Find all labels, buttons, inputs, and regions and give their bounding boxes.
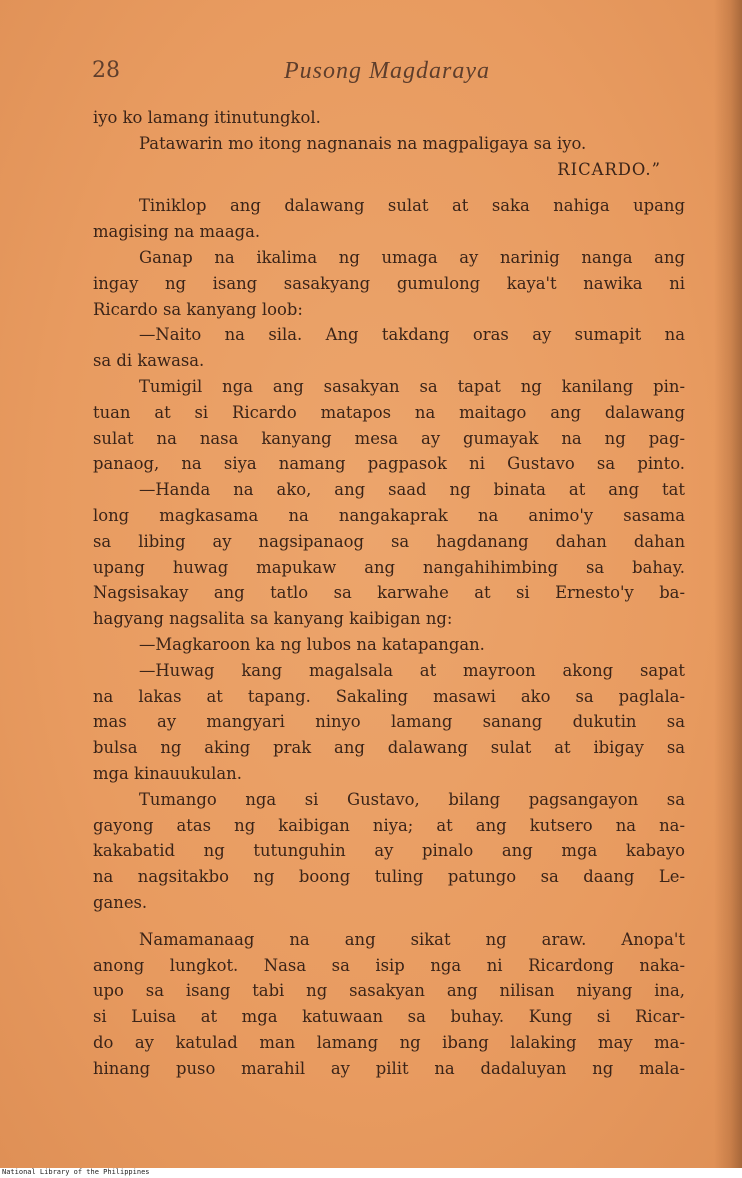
text-line: ganes. <box>93 892 148 912</box>
text-line: mga kinauukulan. <box>93 763 242 783</box>
text-line: ingay ng isang sasakyang gumulong kaya't nawika ni <box>93 273 685 293</box>
text-line: Tiniklop ang dalawang sulat at saka nahiga upang <box>139 196 685 216</box>
page-gutter-shadow <box>714 0 742 1168</box>
running-title: Pusong Magdaraya <box>284 58 490 84</box>
text-line: upang huwag mapukaw ang nangahihimbing sa bahay. <box>93 557 685 577</box>
text-line: kakabatid ng tutunguhin ay pinalo ang mga kabayo <box>93 841 685 861</box>
text-line: do ay katulad man lamang ng ibang lalaking may ma- <box>93 1032 685 1052</box>
text-line: Namamanaag na ang sikat ng araw. Anopa't <box>139 929 685 949</box>
text-line: —Huwag kang magalsala at mayroon akong sapat <box>139 660 685 680</box>
signature-line: RICARDO.” <box>557 159 661 179</box>
text-line: mas ay mangyari ninyo lamang sanang dukutin sa <box>93 712 685 732</box>
text-line: Nagsisakay ang tatlo sa karwahe at si Ernesto'y ba- <box>93 583 685 603</box>
text-line: magising na maaga. <box>93 222 261 242</box>
text-line: Ganap na ikalima ng umaga ay narinig nanga ang <box>139 247 685 267</box>
text-line: hagyang nagsalita sa kanyang kaibigan ng: <box>93 609 453 629</box>
text-line: anong lungkot. Nasa sa isip nga ni Ricardong naka- <box>93 955 685 975</box>
page-header <box>92 58 682 92</box>
text-line: —Naito na sila. Ang takdang oras ay sumapit na <box>139 325 685 345</box>
text-line: si Luisa at mga katuwaan sa buhay. Kung si Ricar- <box>93 1007 685 1027</box>
text-line: hinang puso marahil ay pilit na dadaluyan ng mala- <box>93 1058 685 1078</box>
text-line: tuan at si Ricardo matapos na maitago ang dalawang <box>93 402 685 422</box>
text-line: Ricardo sa kanyang loob: <box>93 299 303 319</box>
text-line: Patawarin mo itong nagnanais na magpaligaya sa iyo. <box>139 133 587 153</box>
text-line: iyo ko lamang itinutungkol. <box>93 108 321 127</box>
text-line: gayong atas ng kaibigan niya; at ang kutsero na na- <box>93 815 685 835</box>
text-line: sulat na nasa kanyang mesa ay gumayak na ng pag- <box>93 428 685 448</box>
text-line: na lakas at tapang. Sakaling masawi ako sa paglala- <box>93 686 685 706</box>
text-line: bulsa ng aking prak ang dalawang sulat at ibigay sa <box>93 738 685 758</box>
text-line: Tumigil nga ang sasakyan sa tapat ng kanilang pin- <box>139 376 685 396</box>
body-text <box>93 105 685 1081</box>
text-line: na nagsitakbo ng boong tuling patungo sa daang Le- <box>93 867 685 887</box>
text-line: sa di kawasa. <box>93 351 205 371</box>
text-line: —Magkaroon ka ng lubos na katapangan. <box>139 634 485 654</box>
text-line: long magkasama na nangakaprak na animo'y sasama <box>93 505 685 525</box>
text-line: Tumango nga si Gustavo, bilang pagsangayon sa <box>139 789 685 809</box>
text-line: sa libing ay nagsipanaog sa hagdanang dahan dahan <box>93 531 685 551</box>
text-line: —Handa na ako, ang saad ng binata at ang tat <box>139 480 685 500</box>
text-line: panaog, na siya namang pagpasok ni Gustavo sa pinto. <box>93 454 685 474</box>
scan-footer <box>0 1168 742 1178</box>
library-credit: National Library of the Philippines <box>2 1168 150 1176</box>
text-line: upo sa isang tabi ng sasakyan ang nilisan niyang ina, <box>93 981 685 1001</box>
page-number: 28 <box>92 58 120 83</box>
